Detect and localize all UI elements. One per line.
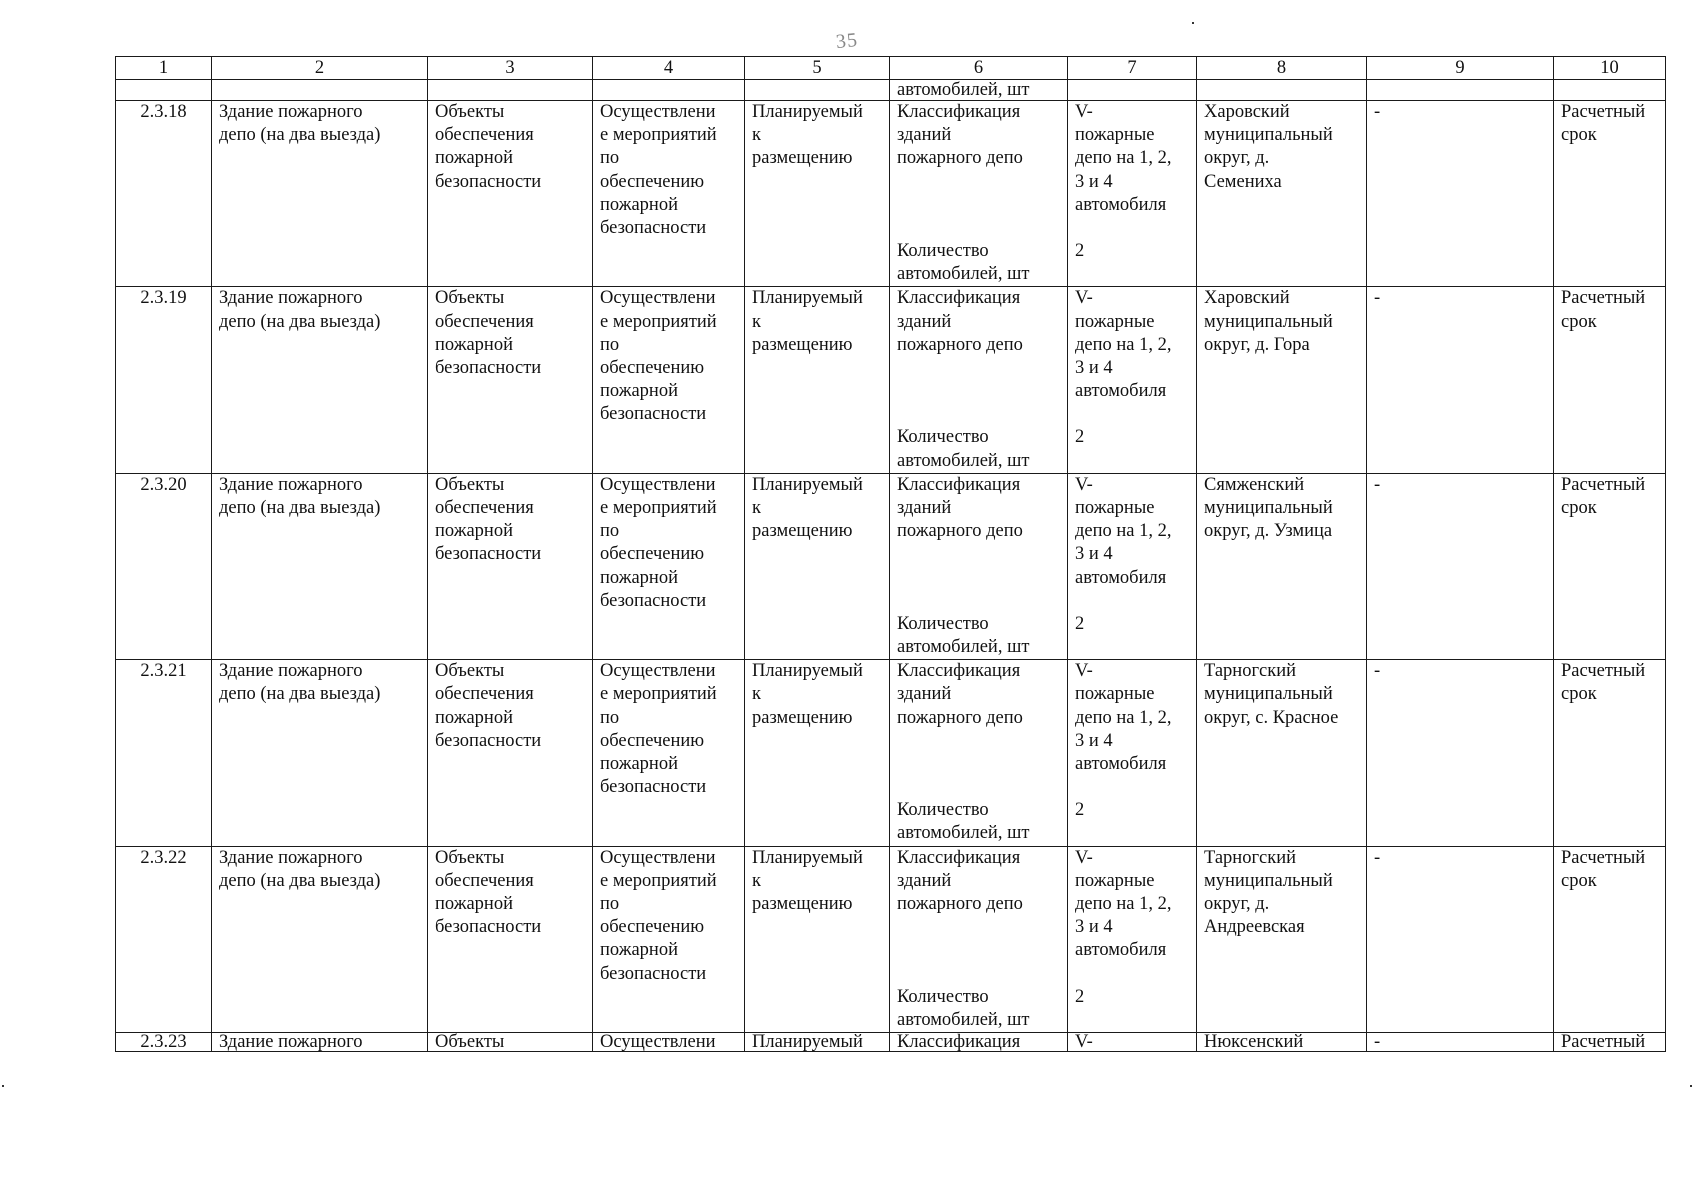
characteristic-bottom: Количество автомобилей, шт — [897, 800, 1030, 844]
object-status-text: Планируемый к размещению — [752, 474, 863, 542]
object-category — [428, 473, 593, 659]
characteristic-value — [1068, 846, 1197, 1032]
object-category-text: Объекты обеспечения пожарной безопасности — [435, 288, 542, 379]
object-status — [745, 473, 890, 659]
col-header: 3 — [428, 57, 593, 80]
object-location — [1197, 101, 1367, 287]
characteristic — [890, 287, 1068, 473]
characteristic-bottom: Количество автомобилей, шт — [897, 986, 1030, 1030]
object-location-text: Харовский муниципальный округ, д. Семениха — [1204, 102, 1333, 192]
characteristic-value — [1068, 287, 1197, 473]
object-category — [428, 846, 593, 1032]
characteristic-value-top: V- пожарные депо на 1, 2, 3 и 4 автомобиля — [1075, 847, 1172, 961]
object-term-text: Расчетный срок — [1561, 102, 1646, 146]
page-number: 35 — [834, 28, 860, 54]
table-row — [116, 846, 1666, 1032]
row-index-text: 2.3.22 — [140, 847, 187, 868]
partial-idx — [116, 1033, 212, 1052]
object-term-text: Расчетный срок — [1561, 661, 1646, 705]
characteristic-value-top: V- пожарные депо на 1, 2, 3 и 4 автомобиля — [1075, 661, 1172, 775]
object-zone-text: - — [1374, 661, 1381, 682]
table-row — [116, 473, 1666, 659]
characteristic-bottom: Количество автомобилей, шт — [897, 241, 1030, 285]
object-category-text: Объекты обеспечения пожарной безопасности — [435, 474, 542, 565]
object-name — [212, 101, 428, 287]
object-purpose — [593, 846, 745, 1032]
partial-name — [212, 1033, 428, 1052]
partial-category — [428, 1033, 593, 1052]
object-term-text: Расчетный срок — [1561, 847, 1646, 891]
object-zone-text: - — [1374, 474, 1381, 495]
col-header: 5 — [745, 57, 890, 80]
scan-speck — [1192, 22, 1194, 24]
object-name-text: Здание пожарного депо (на два выезда) — [219, 102, 381, 146]
characteristic-bottom: Количество автомобилей, шт — [897, 427, 1030, 471]
object-purpose — [593, 473, 745, 659]
col-header: 9 — [1367, 57, 1554, 80]
row-index — [116, 473, 212, 659]
object-location — [1197, 660, 1367, 846]
row-index-text: 2.3.21 — [140, 661, 187, 682]
object-category-text: Объекты обеспечения пожарной безопасности — [435, 847, 542, 938]
characteristic-value — [1068, 660, 1197, 846]
characteristic-top: Классификация зданий пожарного депо — [897, 474, 1023, 542]
partial-purpose — [593, 1033, 745, 1052]
object-purpose — [593, 287, 745, 473]
object-purpose — [593, 101, 745, 287]
object-term — [1554, 846, 1666, 1032]
object-zone-text: - — [1374, 847, 1381, 868]
col-header: 2 — [212, 57, 428, 80]
object-term — [1554, 101, 1666, 287]
partial-zone-text: - — [1374, 1032, 1381, 1052]
partial-status-text: Планируемый — [752, 1032, 863, 1052]
col-header: 10 — [1554, 57, 1666, 80]
partial-status — [745, 1033, 890, 1052]
object-name — [212, 473, 428, 659]
partial-location-text: Нюксенский — [1204, 1032, 1304, 1052]
characteristic-value-bottom: 2 — [1075, 986, 1085, 1007]
partial-char1 — [890, 1033, 1068, 1052]
object-category — [428, 287, 593, 473]
characteristic-value-bottom: 2 — [1075, 427, 1085, 448]
partial-name-text: Здание пожарного — [219, 1032, 363, 1052]
characteristic — [890, 660, 1068, 846]
object-zone-text: - — [1374, 102, 1381, 122]
object-status-text: Планируемый к размещению — [752, 288, 863, 355]
object-location-text: Тарногский муниципальный округ, д. Андреевская — [1204, 847, 1333, 938]
continuation-text: автомобилей, шт — [890, 80, 1068, 101]
object-purpose-text: Осуществлени е мероприятий по обеспечению пожарной безопасности — [600, 847, 717, 984]
object-status — [745, 846, 890, 1032]
object-category-text: Объекты обеспечения пожарной безопасности — [435, 102, 542, 192]
partial-purpose-text: Осуществлени — [600, 1032, 716, 1052]
scan-speck — [2, 1085, 4, 1087]
continuation-row — [116, 80, 1666, 101]
object-purpose-text: Осуществлени е мероприятий по обеспечению пожарной безопасности — [600, 288, 717, 425]
characteristic — [890, 101, 1068, 287]
object-location — [1197, 473, 1367, 659]
table-row-partial — [116, 1033, 1666, 1052]
object-status — [745, 101, 890, 287]
row-index — [116, 287, 212, 473]
object-category — [428, 660, 593, 846]
col-header: 7 — [1068, 57, 1197, 80]
characteristic — [890, 846, 1068, 1032]
characteristic-top: Классификация зданий пожарного депо — [897, 661, 1023, 728]
table-row — [116, 287, 1666, 473]
characteristic-top: Классификация зданий пожарного депо — [897, 102, 1023, 169]
partial-term — [1554, 1033, 1666, 1052]
object-purpose-text: Осуществлени е мероприятий по обеспечению пожарной безопасности — [600, 102, 717, 239]
characteristic-value-top: V- пожарные депо на 1, 2, 3 и 4 автомобиля — [1075, 474, 1172, 588]
row-index-text: 2.3.20 — [140, 474, 187, 495]
object-name — [212, 660, 428, 846]
characteristic-value-top: V- пожарные депо на 1, 2, 3 и 4 автомобиля — [1075, 288, 1172, 402]
object-term — [1554, 287, 1666, 473]
table-row — [116, 660, 1666, 846]
object-term — [1554, 660, 1666, 846]
partial-char1-text: Классификация — [897, 1032, 1021, 1052]
object-name-text: Здание пожарного депо (на два выезда) — [219, 474, 381, 519]
object-location — [1197, 846, 1367, 1032]
object-status-text: Планируемый к размещению — [752, 102, 863, 169]
object-status — [745, 287, 890, 473]
object-zone — [1367, 473, 1554, 659]
characteristic-top: Классификация зданий пожарного депо — [897, 847, 1023, 915]
partial-term-text: Расчетный — [1561, 1032, 1646, 1052]
characteristic-value — [1068, 473, 1197, 659]
header-row — [116, 57, 1666, 80]
object-location-text: Сямженский муниципальный округ, д. Узмица — [1204, 474, 1333, 542]
characteristic-value-bottom: 2 — [1075, 241, 1085, 261]
object-name — [212, 287, 428, 473]
row-index — [116, 660, 212, 846]
object-category — [428, 101, 593, 287]
object-purpose-text: Осуществлени е мероприятий по обеспечению пожарной безопасности — [600, 474, 717, 611]
object-name — [212, 846, 428, 1032]
partial-val1-text: V- — [1075, 1032, 1093, 1052]
col-header: 8 — [1197, 57, 1367, 80]
characteristic-top: Классификация зданий пожарного депо — [897, 288, 1023, 355]
object-purpose — [593, 660, 745, 846]
col-header: 4 — [593, 57, 745, 80]
partial-location — [1197, 1033, 1367, 1052]
object-status — [745, 660, 890, 846]
table-row — [116, 101, 1666, 287]
characteristic — [890, 473, 1068, 659]
object-zone — [1367, 287, 1554, 473]
object-term — [1554, 473, 1666, 659]
scan-speck — [1690, 1085, 1692, 1087]
col-header: 1 — [116, 57, 212, 80]
row-index-text: 2.3.19 — [140, 288, 187, 309]
facilities-table — [115, 56, 1666, 1052]
partial-zone — [1367, 1033, 1554, 1052]
characteristic-value-top: V- пожарные депо на 1, 2, 3 и 4 автомобиля — [1075, 102, 1172, 215]
characteristic-value — [1068, 101, 1197, 287]
object-location-text: Тарногский муниципальный округ, с. Красное — [1204, 661, 1339, 728]
partial-idx-text: 2.3.23 — [140, 1032, 187, 1052]
object-name-text: Здание пожарного депо (на два выезда) — [219, 661, 381, 705]
partial-category-text: Объекты — [435, 1032, 505, 1052]
object-name-text: Здание пожарного депо (на два выезда) — [219, 847, 381, 891]
characteristic-value-bottom: 2 — [1075, 613, 1085, 634]
row-index — [116, 846, 212, 1032]
object-purpose-text: Осуществлени е мероприятий по обеспечению пожарной безопасности — [600, 661, 717, 798]
col-header: 6 — [890, 57, 1068, 80]
object-status-text: Планируемый к размещению — [752, 847, 863, 915]
object-term-text: Расчетный срок — [1561, 474, 1646, 519]
object-zone-text: - — [1374, 288, 1381, 309]
row-index — [116, 101, 212, 287]
object-location — [1197, 287, 1367, 473]
characteristic-bottom: Количество автомобилей, шт — [897, 613, 1030, 658]
row-index-text: 2.3.18 — [140, 102, 187, 122]
object-location-text: Харовский муниципальный округ, д. Гора — [1204, 288, 1333, 355]
object-status-text: Планируемый к размещению — [752, 661, 863, 728]
object-term-text: Расчетный срок — [1561, 288, 1646, 332]
object-zone — [1367, 846, 1554, 1032]
partial-val1 — [1068, 1033, 1197, 1052]
object-name-text: Здание пожарного депо (на два выезда) — [219, 288, 381, 332]
object-zone — [1367, 101, 1554, 287]
characteristic-value-bottom: 2 — [1075, 800, 1085, 821]
object-zone — [1367, 660, 1554, 846]
object-category-text: Объекты обеспечения пожарной безопасности — [435, 661, 542, 751]
